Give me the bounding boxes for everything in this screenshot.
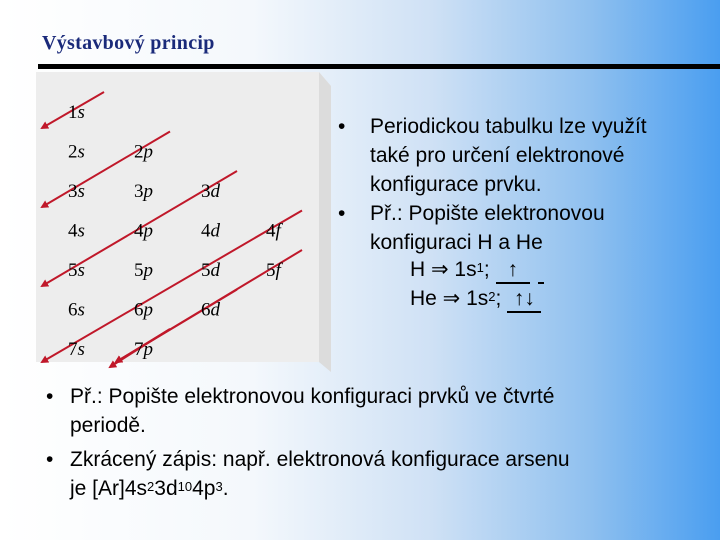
orbital-label-5d: 5d xyxy=(201,260,220,281)
title-rule xyxy=(38,64,720,69)
h-orbital-box xyxy=(496,258,530,284)
h-exponent: 1 xyxy=(476,260,484,275)
bottom-bullets xyxy=(46,382,706,512)
orbital-label-1s: 1s xyxy=(68,102,85,123)
orbital-label-7s: 7s xyxy=(68,339,85,360)
orbital-label-4p: 4p xyxy=(134,220,153,242)
orbital-label-5f: 5f xyxy=(266,260,281,281)
orbital-label-2p: 2p xyxy=(134,141,153,163)
aufbau-diagram xyxy=(36,72,336,372)
up-arrow-icon: ↑ xyxy=(507,258,518,281)
bullet-1-line-3: konfigurace prvku. xyxy=(370,173,542,196)
as-part: 3d xyxy=(154,477,178,500)
as-part: je [Ar]4s xyxy=(70,477,148,500)
bullet: • xyxy=(338,115,346,138)
orbital-label-4d: 4d xyxy=(201,220,220,242)
orbital-label-4s: 4s xyxy=(68,220,85,242)
arsenic-config xyxy=(70,474,229,503)
orbital-label-3d: 3d xyxy=(201,181,220,202)
as-exponent: 2 xyxy=(147,479,155,494)
bullet-2-line-2: konfiguraci H a He xyxy=(370,231,543,254)
helium-config: He ⇒ $1s^2$; ↑↓ xyxy=(410,284,541,313)
slide-title: Výstavbový princip xyxy=(42,32,215,54)
orbital-label-5p: 5p xyxy=(134,260,153,281)
he-label: He ⇒ 1s xyxy=(410,287,489,310)
bullet: • xyxy=(46,385,54,408)
he-exponent: 2 xyxy=(488,289,496,304)
he-orbital-box xyxy=(507,287,541,313)
bullet-1-line-1: Periodickou tabulku lze využít xyxy=(370,115,647,138)
orbital-label-4f: 4f xyxy=(266,220,281,242)
as-exponent: 3 xyxy=(215,479,223,494)
empty-orbital xyxy=(538,258,544,284)
bottom-bullet-1-line-2: periodě. xyxy=(70,414,146,437)
h-label: H ⇒ 1s xyxy=(410,258,477,281)
orbital-label-6d: 6d xyxy=(201,299,220,321)
bottom-bullet-1-line-1: Př.: Popište elektronovou konfiguraci prvků ve čtvrté xyxy=(70,385,555,408)
bullet-1-line-2: také pro určení elektronové xyxy=(370,144,625,167)
as-exponent: 10 xyxy=(177,479,193,494)
orbital-label-5s: 5s xyxy=(68,260,85,281)
as-part: 4p xyxy=(192,477,216,500)
right-bullets xyxy=(338,112,708,342)
hydrogen-config: H ⇒ $1s^1$; ↑ xyxy=(410,255,544,284)
orbital-label-6p: 6p xyxy=(134,299,153,321)
orbital-label-3p: 3p xyxy=(134,181,153,202)
up-down-arrow-icon: ↑↓ xyxy=(513,287,535,310)
orbital-label-3s: 3s xyxy=(68,181,85,202)
bottom-bullet-2-line-1: Zkrácený zápis: např. elektronová konfigurace arsenu xyxy=(70,448,570,471)
bullet: • xyxy=(46,448,54,471)
bullet-2-line-1: Př.: Popište elektronovou xyxy=(370,202,605,225)
orbital-label-2s: 2s xyxy=(68,141,85,163)
orbital-label-6s: 6s xyxy=(68,299,85,321)
orbital-label-7p: 7p xyxy=(134,339,153,360)
as-part: . xyxy=(222,477,229,500)
bullet: • xyxy=(338,202,346,225)
